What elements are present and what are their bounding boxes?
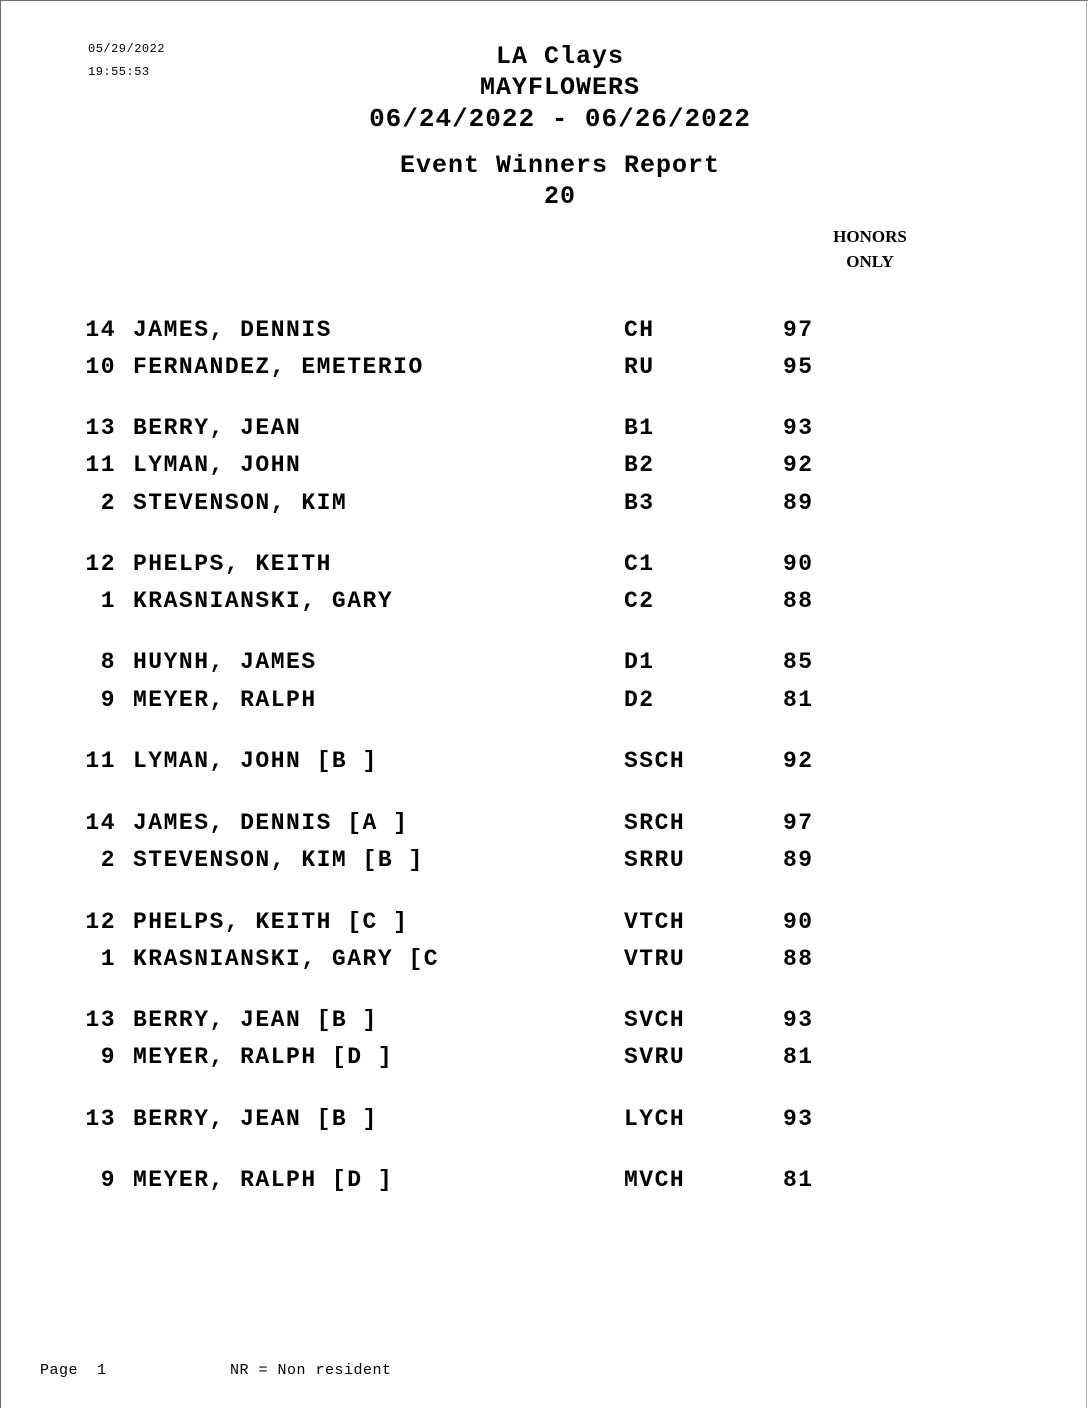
entrant-number: 11 xyxy=(85,452,116,478)
entrant-number: 14 xyxy=(85,810,116,836)
shooter-name: STEVENSON, KIM xyxy=(133,490,348,516)
winner-row xyxy=(0,1167,1088,1197)
score-value: 97 xyxy=(783,810,814,836)
winner-row xyxy=(0,452,1088,482)
award-code: SVRU xyxy=(624,1044,686,1070)
award-code: SRCH xyxy=(624,810,686,836)
entrant-number: 13 xyxy=(85,1007,116,1033)
winner-row xyxy=(0,551,1088,581)
honors-heading: HONORS xyxy=(833,227,907,246)
award-code: C2 xyxy=(624,588,655,614)
award-code: SRRU xyxy=(624,847,686,873)
winner-row xyxy=(0,1106,1088,1136)
shooter-name: BERRY, JEAN [B ] xyxy=(133,1007,378,1033)
score-value: 90 xyxy=(783,551,814,577)
score-value: 93 xyxy=(783,1106,814,1132)
date-range: 06/24/2022 - 06/26/2022 xyxy=(369,104,751,134)
award-code: LYCH xyxy=(624,1106,686,1132)
entrant-number: 13 xyxy=(85,415,116,441)
club-name: LA Clays xyxy=(495,42,625,71)
award-code: MVCH xyxy=(624,1167,686,1193)
score-value: 95 xyxy=(783,354,814,380)
award-code: D2 xyxy=(624,687,655,713)
entrant-number: 2 xyxy=(100,847,116,873)
print-time: 19:55:53 xyxy=(88,65,150,79)
winner-row xyxy=(0,1044,1088,1074)
shooter-name: BERRY, JEAN xyxy=(133,415,302,441)
winner-row xyxy=(0,588,1088,618)
entrant-number: 1 xyxy=(100,946,116,972)
award-code: B1 xyxy=(624,415,655,441)
shooter-name: JAMES, DENNIS xyxy=(133,317,332,343)
score-value: 97 xyxy=(783,317,814,343)
winner-row xyxy=(0,810,1088,840)
score-value: 85 xyxy=(783,649,814,675)
entrant-number: 12 xyxy=(85,551,116,577)
page-border-top xyxy=(0,0,1088,1)
award-code: VTCH xyxy=(624,909,686,935)
winner-row xyxy=(0,748,1088,778)
shooter-name: LYMAN, JOHN xyxy=(133,452,302,478)
entrant-number: 9 xyxy=(100,687,116,713)
print-date: 05/29/2022 xyxy=(88,42,166,56)
page-number: Page 1 xyxy=(40,1362,107,1379)
winner-row xyxy=(0,687,1088,717)
score-value: 93 xyxy=(783,415,814,441)
score-value: 92 xyxy=(783,452,814,478)
shooter-name: KRASNIANSKI, GARY [C xyxy=(133,946,440,972)
winner-row xyxy=(0,847,1088,877)
shooter-name: PHELPS, KEITH xyxy=(133,551,332,577)
score-value: 90 xyxy=(783,909,814,935)
award-code: C1 xyxy=(624,551,655,577)
winner-row xyxy=(0,1007,1088,1037)
winner-row xyxy=(0,317,1088,347)
score-value: 93 xyxy=(783,1007,814,1033)
entrant-number: 11 xyxy=(85,748,116,774)
honors-only-heading: ONLY xyxy=(846,252,894,271)
winner-row xyxy=(0,946,1088,976)
shooter-name: BERRY, JEAN [B ] xyxy=(133,1106,378,1132)
score-value: 81 xyxy=(783,1167,814,1193)
winner-row xyxy=(0,649,1088,679)
shooter-name: PHELPS, KEITH [C ] xyxy=(133,909,409,935)
shooter-name: HUYNH, JAMES xyxy=(133,649,317,675)
award-code: RU xyxy=(624,354,655,380)
award-code: D1 xyxy=(624,649,655,675)
event-number: 20 xyxy=(543,182,576,211)
entrant-number: 14 xyxy=(85,317,116,343)
legend-note: NR = Non resident xyxy=(230,1362,392,1379)
score-value: 89 xyxy=(783,490,814,516)
entrant-number: 10 xyxy=(85,354,116,380)
shooter-name: STEVENSON, KIM [B ] xyxy=(133,847,424,873)
event-name: MAYFLOWERS xyxy=(479,73,641,102)
shooter-name: JAMES, DENNIS [A ] xyxy=(133,810,409,836)
score-value: 92 xyxy=(783,748,814,774)
score-value: 81 xyxy=(783,1044,814,1070)
winner-row xyxy=(0,354,1088,384)
report-title: Event Winners Report xyxy=(399,151,721,180)
winner-row xyxy=(0,415,1088,445)
score-value: 88 xyxy=(783,946,814,972)
shooter-name: FERNANDEZ, EMETERIO xyxy=(133,354,424,380)
entrant-number: 2 xyxy=(100,490,116,516)
award-code: SSCH xyxy=(624,748,686,774)
award-code: B2 xyxy=(624,452,655,478)
shooter-name: MEYER, RALPH [D ] xyxy=(133,1167,394,1193)
entrant-number: 8 xyxy=(100,649,116,675)
entrant-number: 9 xyxy=(100,1044,116,1070)
score-value: 89 xyxy=(783,847,814,873)
entrant-number: 12 xyxy=(85,909,116,935)
shooter-name: MEYER, RALPH xyxy=(133,687,317,713)
entrant-number: 9 xyxy=(100,1167,116,1193)
award-code: SVCH xyxy=(624,1007,686,1033)
winner-row xyxy=(0,490,1088,520)
score-value: 81 xyxy=(783,687,814,713)
shooter-name: MEYER, RALPH [D ] xyxy=(133,1044,394,1070)
shooter-name: KRASNIANSKI, GARY xyxy=(133,588,394,614)
award-code: VTRU xyxy=(624,946,686,972)
shooter-name: LYMAN, JOHN [B ] xyxy=(133,748,378,774)
award-code: B3 xyxy=(624,490,655,516)
winner-row xyxy=(0,909,1088,939)
entrant-number: 1 xyxy=(100,588,116,614)
score-value: 88 xyxy=(783,588,814,614)
entrant-number: 13 xyxy=(85,1106,116,1132)
award-code: CH xyxy=(624,317,655,343)
